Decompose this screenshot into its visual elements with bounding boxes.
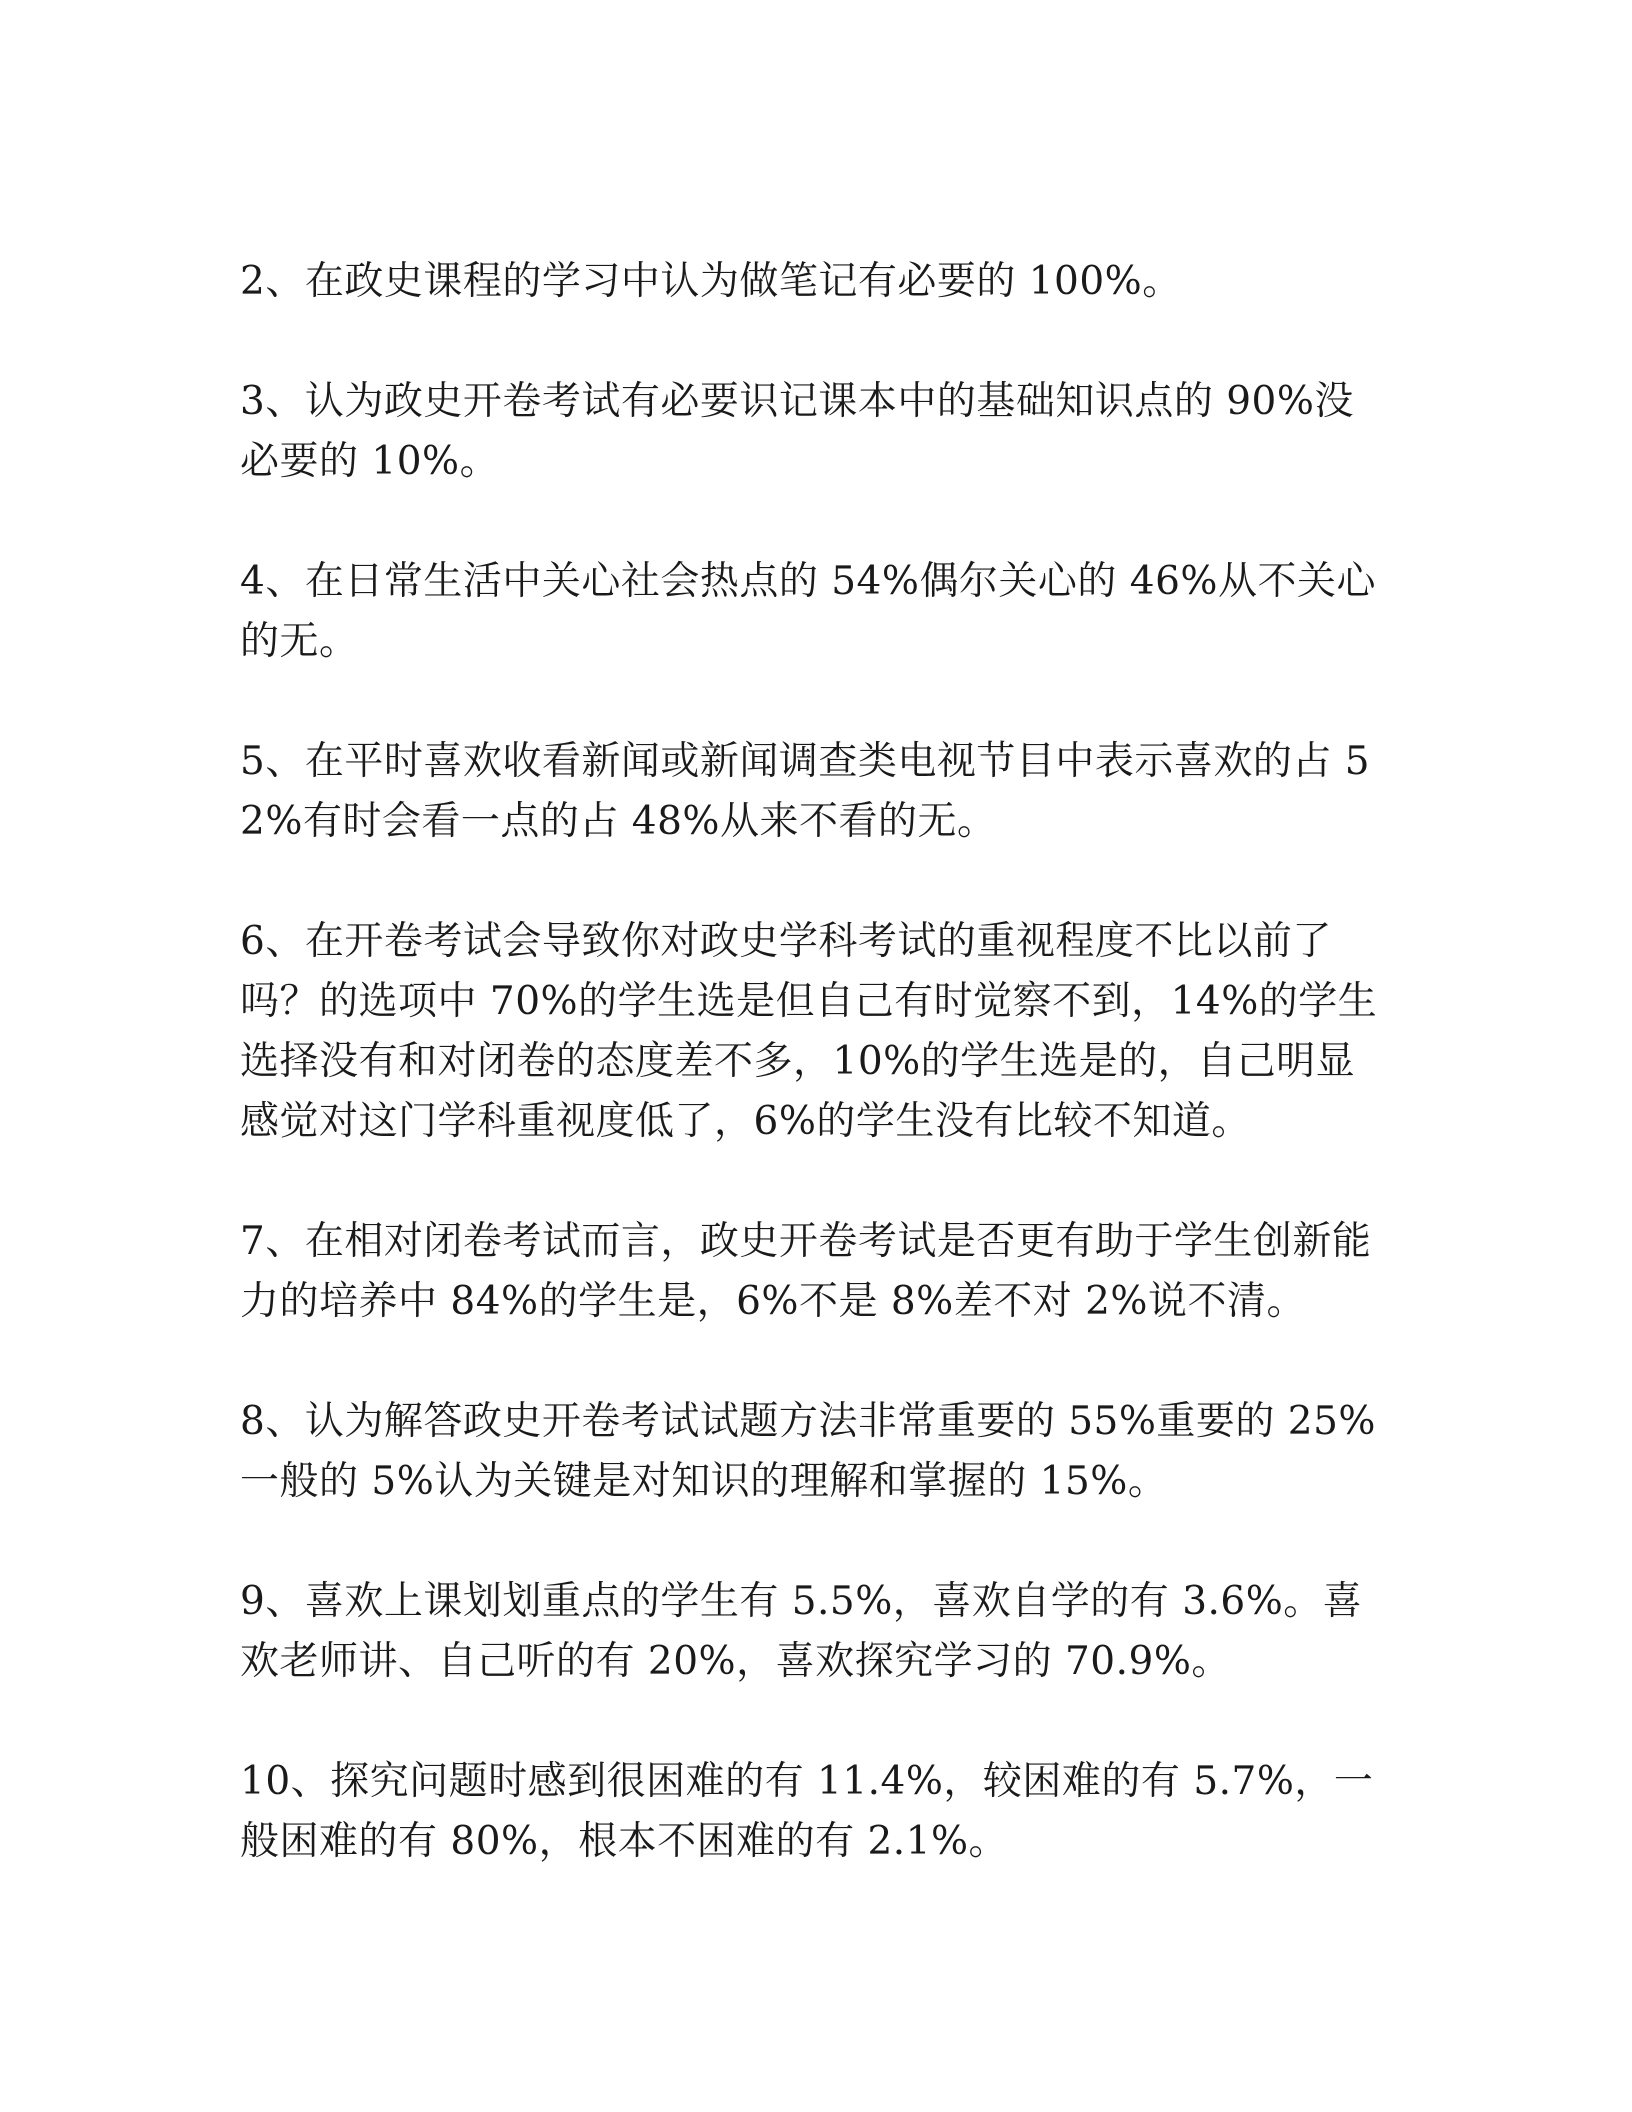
paragraph-item-7: 7、在相对闭卷考试而言，政史开卷考试是否更有助于学生创新能力的培养中 84%的学生是，6%不是 8%差不对 2%说不清。 [240,1219,1372,1324]
paragraph-item-6: 6、在开卷考试会导致你对政史学科考试的重视程度不比以前了吗？的选项中 70%的学生选是但自己有时觉察不到，14%的学生选择没有和对闭卷的态度差不多，10%的学生选是的，自己明显感觉对这门学科重视度低了，6%的学生没有比较不知道。 [240,919,1378,1144]
paragraph-item-9: 9、喜欢上课划划重点的学生有 5.5%，喜欢自学的有 3.6%。喜欢老师讲、自己听的有 20%，喜欢探究学习的 70.9%。 [240,1579,1363,1684]
paragraph-item-4: 4、在日常生活中关心社会热点的 54%偶尔关心的 46%从不关心的无。 [240,559,1376,664]
document-body [240,252,1380,1932]
paragraph-item-10: 10、探究问题时感到很困难的有 11.4%，较困难的有 5.7%，一般困难的有 80%，根本不困难的有 2.1%。 [240,1759,1374,1864]
paragraph-item-3: 3、认为政史开卷考试有必要识记课本中的基础知识点的 90%没必要的 10%。 [240,379,1354,484]
paragraph-item-8: 8、认为解答政史开卷考试试题方法非常重要的 55%重要的 25%一般的 5%认为关键是对知识的理解和掌握的 15%。 [240,1399,1376,1504]
paragraph-item-5: 5、在平时喜欢收看新闻或新闻调查类电视节目中表示喜欢的占 52%有时会看一点的占 48%从来不看的无。 [240,739,1371,844]
paragraph-item-2: 2、在政史课程的学习中认为做笔记有必要的 100%。 [240,259,1182,304]
